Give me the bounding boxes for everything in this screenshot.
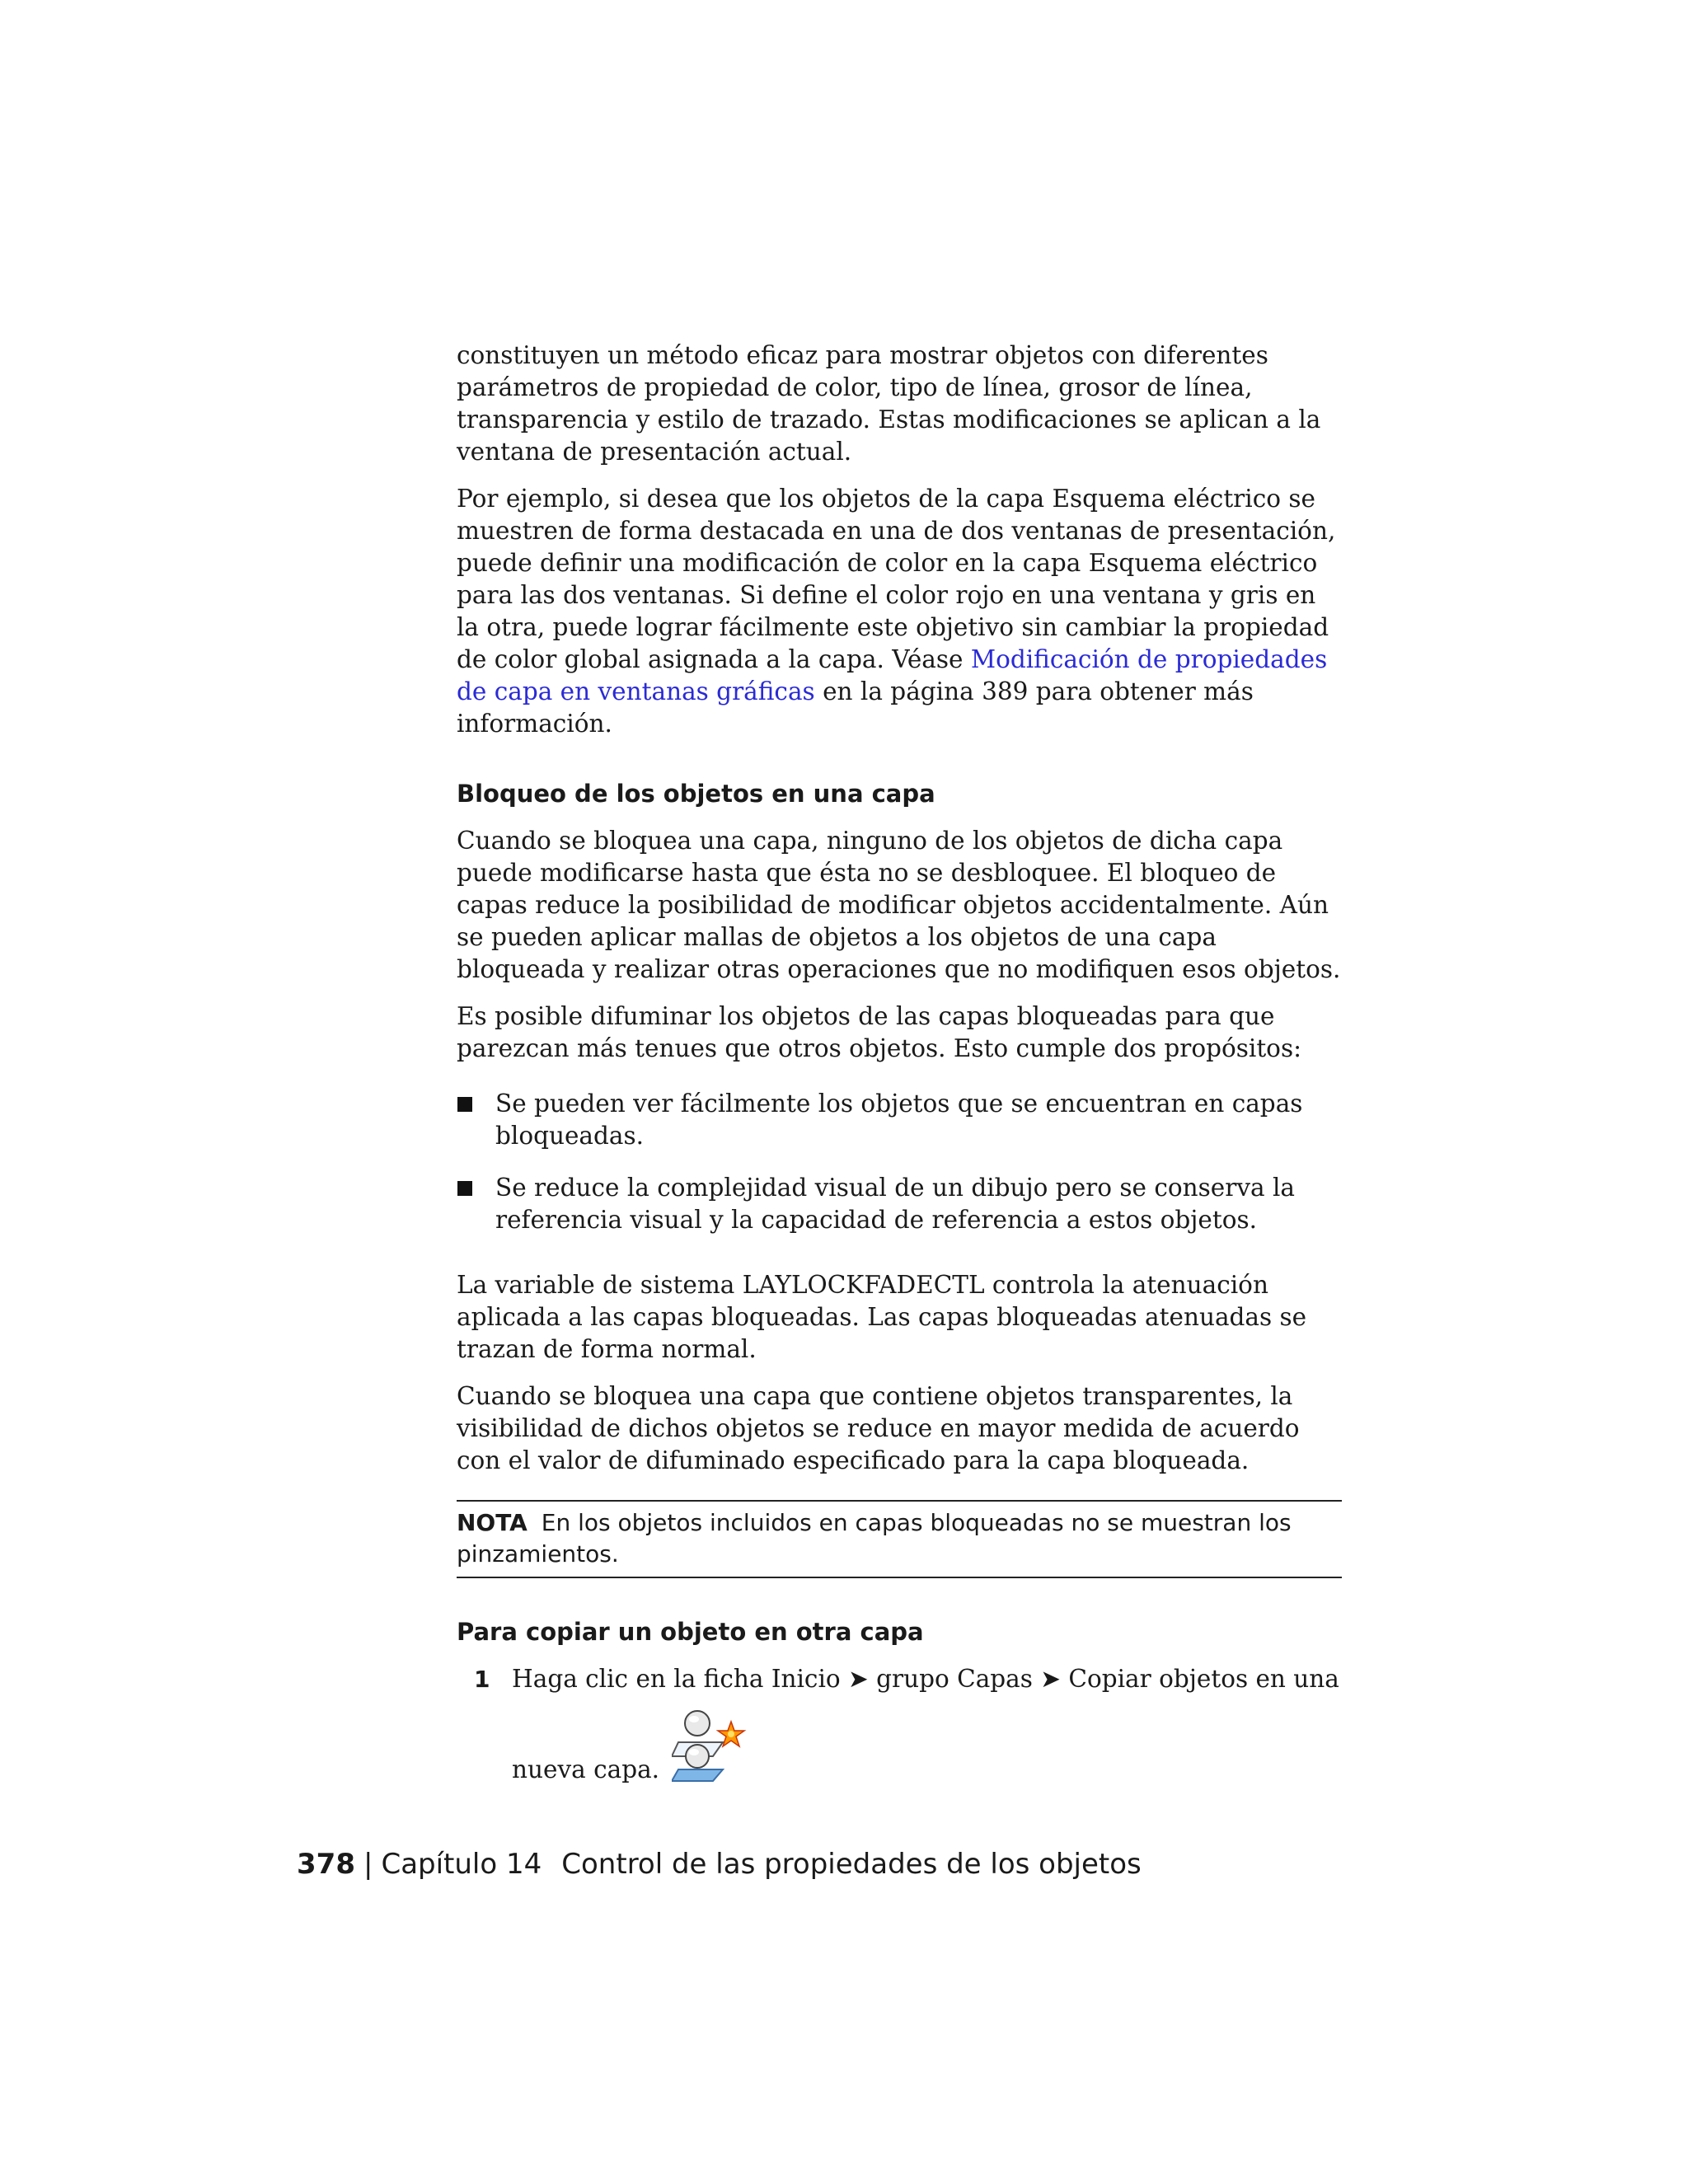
page-content [457,340,1342,1786]
list-item-text: Se pueden ver fácilmente los objetos que se encuentran en capas bloqueadas. [495,1090,1303,1150]
steps-list [457,1663,1342,1786]
list-item [457,1088,1342,1152]
step-text: Haga clic en la ficha Inicio ➤ grupo Capas ➤ Copiar objetos en una nueva capa. [512,1665,1339,1783]
lock-paragraph-4: Cuando se bloquea una capa que contiene objetos transparentes, la visibilidad de dichos objetos se reduce en mayor medida de acuerdo con el valor de difuminado especificado para la capa bloqueada. [457,1382,1300,1474]
step-number: 1 [474,1666,490,1693]
note-box [457,1500,1342,1578]
chapter-label: Capítulo 14 [381,1848,542,1881]
footer-separator: | [363,1848,373,1881]
note-label: NOTA [457,1509,528,1536]
section-heading-lock: Bloqueo de los objetos en una capa [457,780,935,808]
lock-paragraph-2: Es posible difuminar los objetos de las capas bloqueadas para que parezcan más tenues que otros objetos. Esto cumple dos propósitos: [457,1002,1302,1062]
purpose-list [457,1088,1342,1236]
layer-override-link[interactable]: Modificación de propiedades de capa en ventanas gráficas [457,645,1328,705]
page-number: 378 [297,1848,355,1881]
example-text-before-link: Por ejemplo, si desea que los objetos de la capa Esquema eléctrico se muestren de forma destacada en una de dos ventanas de presentación, puede definir una modificación de color en la capa Esquema eléctrico para las dos ventanas. Si define el color rojo en una ventana y gris en la otra, puede lograr fácilmente este objetivo sin cambiar la propiedad de color global asignada a la capa. Véase [457,485,1336,673]
copy-objects-to-new-layer-icon [672,1705,749,1783]
lock-paragraph-3: La variable de sistema LAYLOCKFADECTL controla la atenuación aplicada a las capas bloqueadas. Las capas bloqueadas atenuadas se trazan de forma normal. [457,1271,1307,1363]
chapter-title: Control de las propiedades de los objetos [561,1848,1142,1881]
bullet-square-icon [457,1097,472,1112]
intro-paragraph: constituyen un método eficaz para mostrar objetos con diferentes parámetros de propiedad de color, tipo de línea, grosor de línea, transparencia y estilo de trazado. Estas modificaciones se aplican a la ventana de presentación actual. [457,341,1321,466]
step-item [457,1663,1342,1786]
section-heading-copy: Para copiar un objeto en otra capa [457,1618,924,1646]
example-text-after-link: en la página 389 para obtener más información. [457,677,1254,738]
note-text: En los objetos incluidos en capas bloqueadas no se muestran los pinzamientos. [457,1509,1292,1568]
example-paragraph [457,483,1342,740]
bullet-square-icon [457,1181,472,1196]
list-item [457,1172,1342,1236]
list-item-text: Se reduce la complejidad visual de un dibujo pero se conserva la referencia visual y la capacidad de referencia a estos objetos. [495,1174,1295,1234]
lock-paragraph-1: Cuando se bloquea una capa, ninguno de los objetos de dicha capa puede modificarse hasta que ésta no se desbloquee. El bloqueo de capas reduce la posibilidad de modificar objetos accidentalmente. Aún se pueden aplicar mallas de objetos a los objetos de una capa bloqueada y realizar otras operaciones que no modifiquen esos objetos. [457,827,1341,983]
page-footer [297,1846,1142,1882]
